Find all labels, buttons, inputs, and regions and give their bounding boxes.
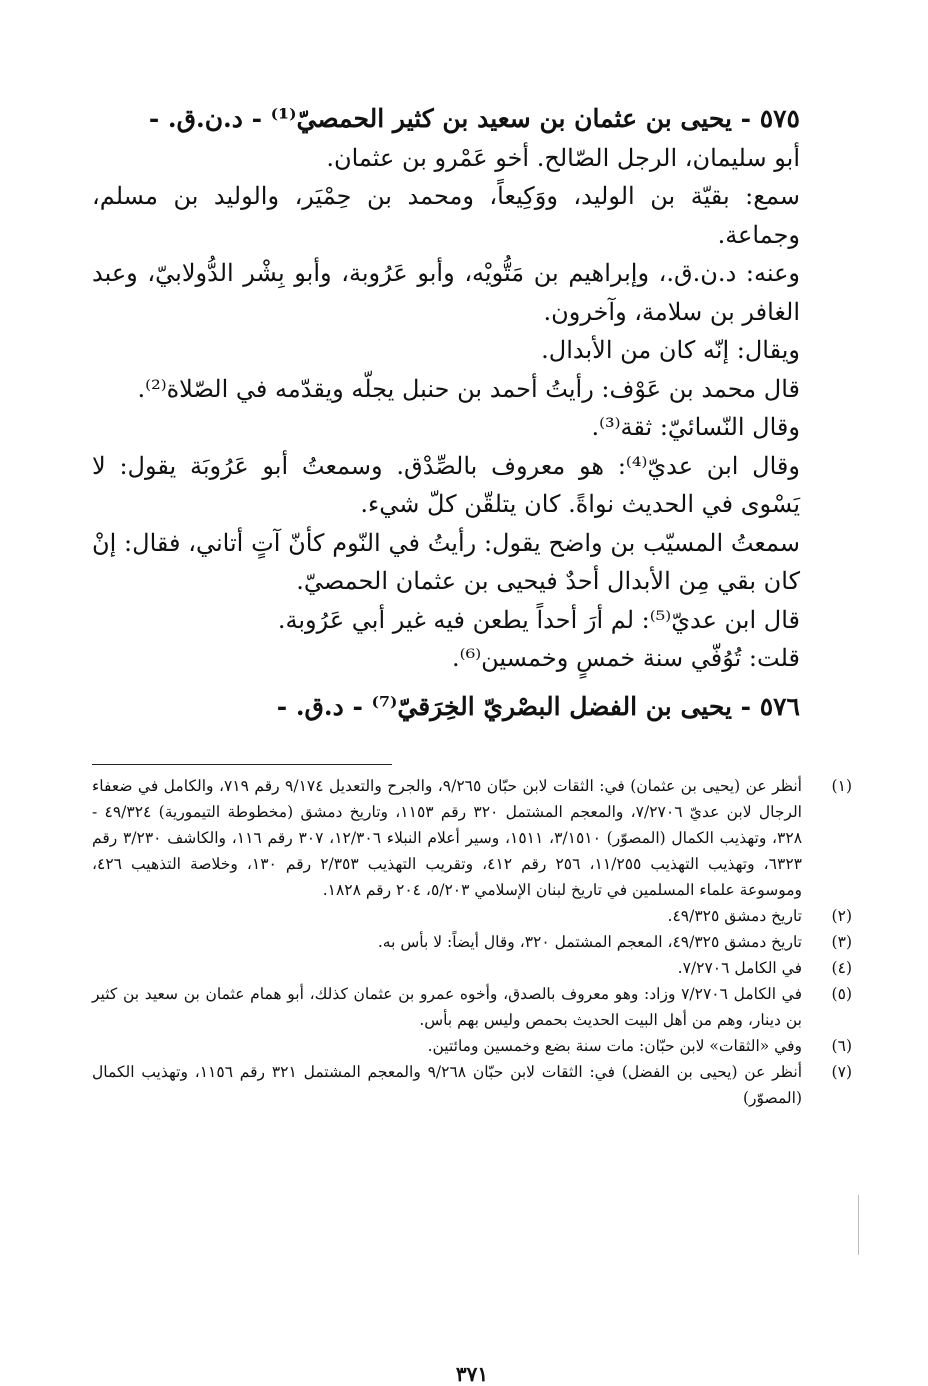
footnote-number: (٧): [831, 1063, 852, 1081]
footnote: [92, 1059, 852, 1111]
footnote-number: (٤): [831, 959, 852, 977]
text-line: قلت: تُوُفّي سنة خمسٍ وخمسين⁽⁶⁾.: [452, 644, 800, 672]
footnote: [92, 955, 852, 981]
footnote: [92, 773, 852, 903]
page-number: ٣٧١: [455, 1362, 489, 1386]
footnote-text: أنظر عن (يحيى بن عثمان) في: الثقات لابن حبّان ٩/٢٦٥، والجرح والتعديل ٩/١٧٤ رقم ٧١٩، والكامل في ضعفاء الرجال لابن عديّ ٧/٢٧٠٦، والمعجم المشتمل ٣٢٠ رقم ١١٥٣، وتاريخ دمشق (مخطوطة التيمورية) ٤٩/٣٢٤ - ٣٢٨، وتهذيب الكمال (المصوّر) ٣/١٥١٠، ١٥١١، وسير أعلام النبلاء ١٢/٣٠٦، ٣٠٧ رقم ١١٦، والكاشف ٣/٢٣٠ رقم ٦٣٢٣، وتهذيب التهذيب ١١/٢٥٥، ٢٥٦ رقم ٤١٢، وتقريب التهذيب ٢/٣٥٣ رقم ١٣٠، وخلاصة التذهيب ٤٢٦، وموسوعة علماء المسلمين في تاريخ لبنان الإسلامي ٥/٢٠٣، ٢٠٤ رقم ١٨٢٨.: [92, 777, 803, 899]
footnote-text: وفي «الثقات» لابن حبّان: مات سنة بضع وخمسين ومائتين.: [427, 1037, 802, 1055]
text-line: أبو سليمان، الرجل الصّالح. أخو عَمْرو بن عثمان.: [326, 143, 800, 172]
footnote: [92, 981, 852, 1033]
text-line: سمع: بقيّة بن الوليد، ووَكِيعاً، ومحمد بن حِمْيَر، والوليد بن مسلم، وجماعة.: [92, 182, 800, 249]
scan-edge-line: [858, 1195, 859, 1255]
text-line: ويقال: إنّه كان من الأبدال.: [541, 336, 800, 364]
footnotes: [92, 773, 852, 1111]
text-line: قال محمد بن عَوْف: رأيتُ أحمد بن حنبل يجلّه ويقدّمه في الصّلاة⁽²⁾.: [137, 374, 800, 403]
text-line: قال ابن عديّ⁽⁵⁾: لم أرَ أحداً يطعن فيه غير أبي عَرُوبة.: [277, 605, 800, 634]
text-line: وقال النّسائيّ: ثقة⁽³⁾.: [591, 413, 800, 441]
text-line: وعنه: د.ن.ق.، وإبراهيم بن مَتُّويْه، وأبو عَرُوبة، وأبو بِشْر الدُّولابيّ، وعبد الغافر بن سلامة، وآخرون.: [92, 259, 800, 326]
footnote-number: (٥): [831, 985, 852, 1003]
footnote: [92, 1033, 852, 1059]
footnote-text: تاريخ دمشق ٤٩/٣٢٥، المعجم المشتمل ٣٢٠، وقال أيضاً: لا بأس به.: [377, 933, 802, 951]
footnote-text: تاريخ دمشق ٤٩/٣٢٥.: [667, 907, 802, 925]
footnote-number: (١): [831, 777, 852, 795]
footnote-number: (٣): [831, 933, 852, 951]
entry-575-heading: ٥٧٥ - يحيى بن عثمان بن سعيد بن كثير الحمصيّ⁽¹⁾ - د.ن.ق. -: [148, 104, 800, 133]
footnote-number: (٢): [831, 907, 852, 925]
footnote-number: (٦): [831, 1037, 852, 1055]
footnote-text: في الكامل ٧/٢٧٠٦ وزاد: وهو معروف بالصدق، وأخوه عمرو بن عثمان كذلك، أبو همام عثمان بن سعيد بن كثير بن دينار، وهم من أهل البيت الحديث بحمص وليس بهم بأس.: [92, 985, 802, 1029]
footnote-separator: [92, 764, 392, 765]
entry-576-heading: ٥٧٦ - يحيى بن الفضل البصْريّ الخِرَقيّ⁽⁷⁾ - د.ق. -: [276, 691, 800, 721]
book-page: [92, 100, 852, 1386]
main-text: [92, 100, 852, 726]
footnote: [92, 903, 852, 929]
text-line: سمعتُ المسيّب بن واضح يقول: رأيتُ في النّوم كأنّ آتٍ أتاني، فقال: إنْ كان بقي مِن الأبدال أحدٌ فيحيى بن عثمان الحمصيّ.: [92, 528, 800, 595]
footnote-text: أنظر عن (يحيى بن الفضل) في: الثقات لابن حبّان ٩/٢٦٨ والمعجم المشتمل ٣٢١ رقم ١١٥٦، وتهذيب الكمال (المصوّر): [92, 1063, 802, 1107]
text-line: وقال ابن عديّ⁽⁴⁾: هو معروف بالصِّدْق. وسمعتُ أبو عَرُوبَة يقول: لا يَسْوى في الحديث نواةً. كان يتلقّن كلّ شيء.: [92, 451, 800, 518]
footnote: [92, 929, 852, 955]
footnote-text: في الكامل ٧/٢٧٠٦.: [677, 959, 802, 977]
